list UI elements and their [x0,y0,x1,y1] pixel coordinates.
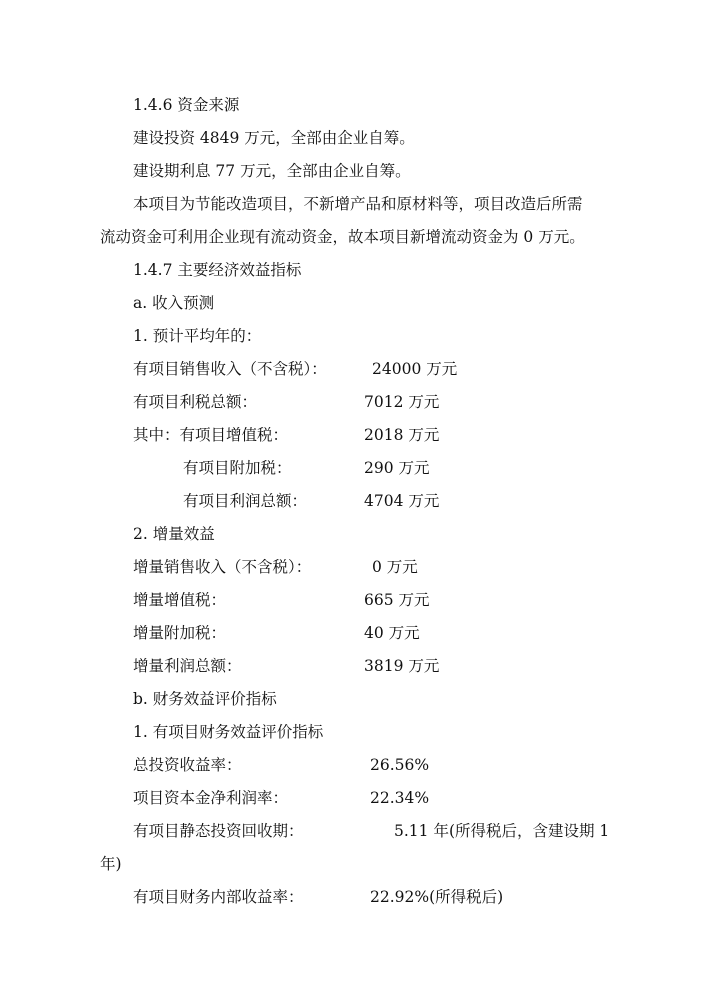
paragraph-body-line-1: 本项目为节能改造项目，不新增产品和原材料等，项目改造后所需 [133,195,583,213]
label-incremental-sales: 增量销售收入（不含税）： [133,558,312,576]
value-payback-period-wrap: 年) [100,855,122,873]
label-incremental-profit: 增量利润总额： [133,657,242,675]
value-incremental-vat: 665 万元 [364,591,430,609]
value-sales-revenue: 24000 万元 [372,360,458,378]
value-roi: 26.56% [370,756,430,774]
value-payback-period: 5.11 年(所得税后，含建设期 1 [394,822,610,840]
label-vat: 其中：有项目增值税： [133,426,289,444]
label-incremental-surcharge: 增量附加税： [133,624,227,642]
paragraph-construction-investment: 建设投资 4849 万元，全部由企业自筹。 [133,129,415,147]
item-financial-indicators: 1. 有项目财务效益评价指标 [133,723,324,741]
label-sales-revenue: 有项目销售收入（不含税）： [133,360,327,378]
paragraph-construction-interest: 建设期利息 77 万元，全部由企业自筹。 [133,162,411,180]
paragraph-body-line-2: 流动资金可利用企业现有流动资金，故本项目新增流动资金为 0 万元。 [100,228,585,246]
label-roi: 总投资收益率： [133,756,242,774]
section-heading-1-4-7: 1.4.7 主要经济效益指标 [133,261,302,279]
value-total-profit-tax: 7012 万元 [364,393,440,411]
subheading-financial-evaluation: b. 财务效益评价指标 [133,690,277,708]
label-total-profit-tax: 有项目利税总额： [133,393,258,411]
subheading-revenue-forecast: a. 收入预测 [133,294,215,312]
label-surcharge: 有项目附加税： [183,459,292,477]
value-total-profit: 4704 万元 [364,492,440,510]
value-vat: 2018 万元 [364,426,440,444]
label-irr: 有项目财务内部收益率： [133,888,304,906]
value-incremental-profit: 3819 万元 [364,657,440,675]
item-annual-average: 1. 预计平均年的： [133,327,262,345]
label-total-profit: 有项目利润总额： [183,492,308,510]
value-incremental-surcharge: 40 万元 [364,624,420,642]
label-net-profit-rate: 项目资本金净利润率： [133,789,289,807]
value-incremental-sales: 0 万元 [372,558,418,576]
value-irr: 22.92%(所得税后) [370,888,504,906]
section-heading-1-4-6: 1.4.6 资金来源 [133,96,240,114]
item-incremental-benefit: 2. 增量效益 [133,525,215,543]
label-incremental-vat: 增量增值税： [133,591,227,609]
label-payback-period: 有项目静态投资回收期： [133,822,304,840]
value-surcharge: 290 万元 [364,459,430,477]
value-net-profit-rate: 22.34% [370,789,430,807]
